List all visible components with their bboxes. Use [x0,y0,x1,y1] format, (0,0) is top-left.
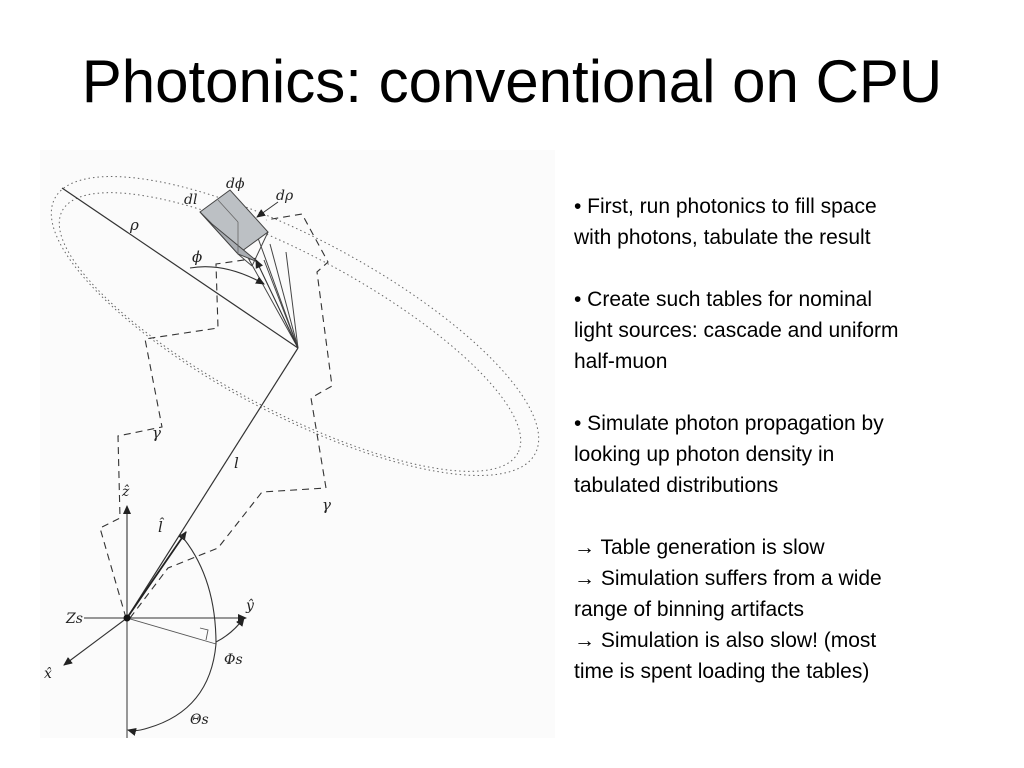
conclusion-line: time is spent loading the tables) [574,660,870,683]
label-dl: dl [184,192,198,208]
label-l: l [234,454,239,472]
label-gamma-left: γ [152,424,161,442]
bullet-line: • First, run photonics to fill space [574,195,877,218]
label-phi: ϕ [192,248,203,266]
bullet-line: looking up photon density in [574,443,835,466]
conclusions [574,532,994,687]
bullet-line: half-muon [574,350,668,373]
bullet-1 [574,191,994,253]
diagram-svg [40,150,555,738]
origin-point [124,615,131,622]
label-x-hat: x̂ [44,666,52,682]
photonics-geometry-diagram [40,150,555,738]
bullet-line: tabulated distributions [574,474,779,497]
conclusion-line: → Simulation is also slow! (most [574,629,877,652]
label-rho: ρ [130,216,139,234]
label-l-hat: l̂ [158,518,163,536]
label-dphi: dϕ [226,176,245,192]
bullet-3 [574,408,994,501]
label-theta-s: Θs [190,712,209,728]
bullet-line: • Simulate photon propagation by [574,412,884,435]
label-drho: dρ [276,188,294,204]
conclusion-line: range of binning artifacts [574,598,804,621]
bullet-line: • Create such tables for nominal [574,288,872,311]
bullet-line: with photons, tabulate the result [574,226,871,249]
bullet-list [574,191,994,687]
label-y-hat: ŷ [246,598,254,614]
label-z-s: Zs [66,611,83,627]
conclusion-line: → Table generation is slow [574,536,825,559]
label-z-hat: ẑ [122,484,130,500]
diagram-background [40,150,555,738]
slide-title: Photonics: conventional on CPU [81,48,943,115]
bullet-2 [574,284,994,377]
label-phi-s: Φs [224,652,243,668]
conclusion-line: → Simulation suffers from a wide [574,567,882,590]
bullet-line: light sources: cascade and uniform [574,319,899,342]
label-gamma-right: γ [322,496,331,514]
